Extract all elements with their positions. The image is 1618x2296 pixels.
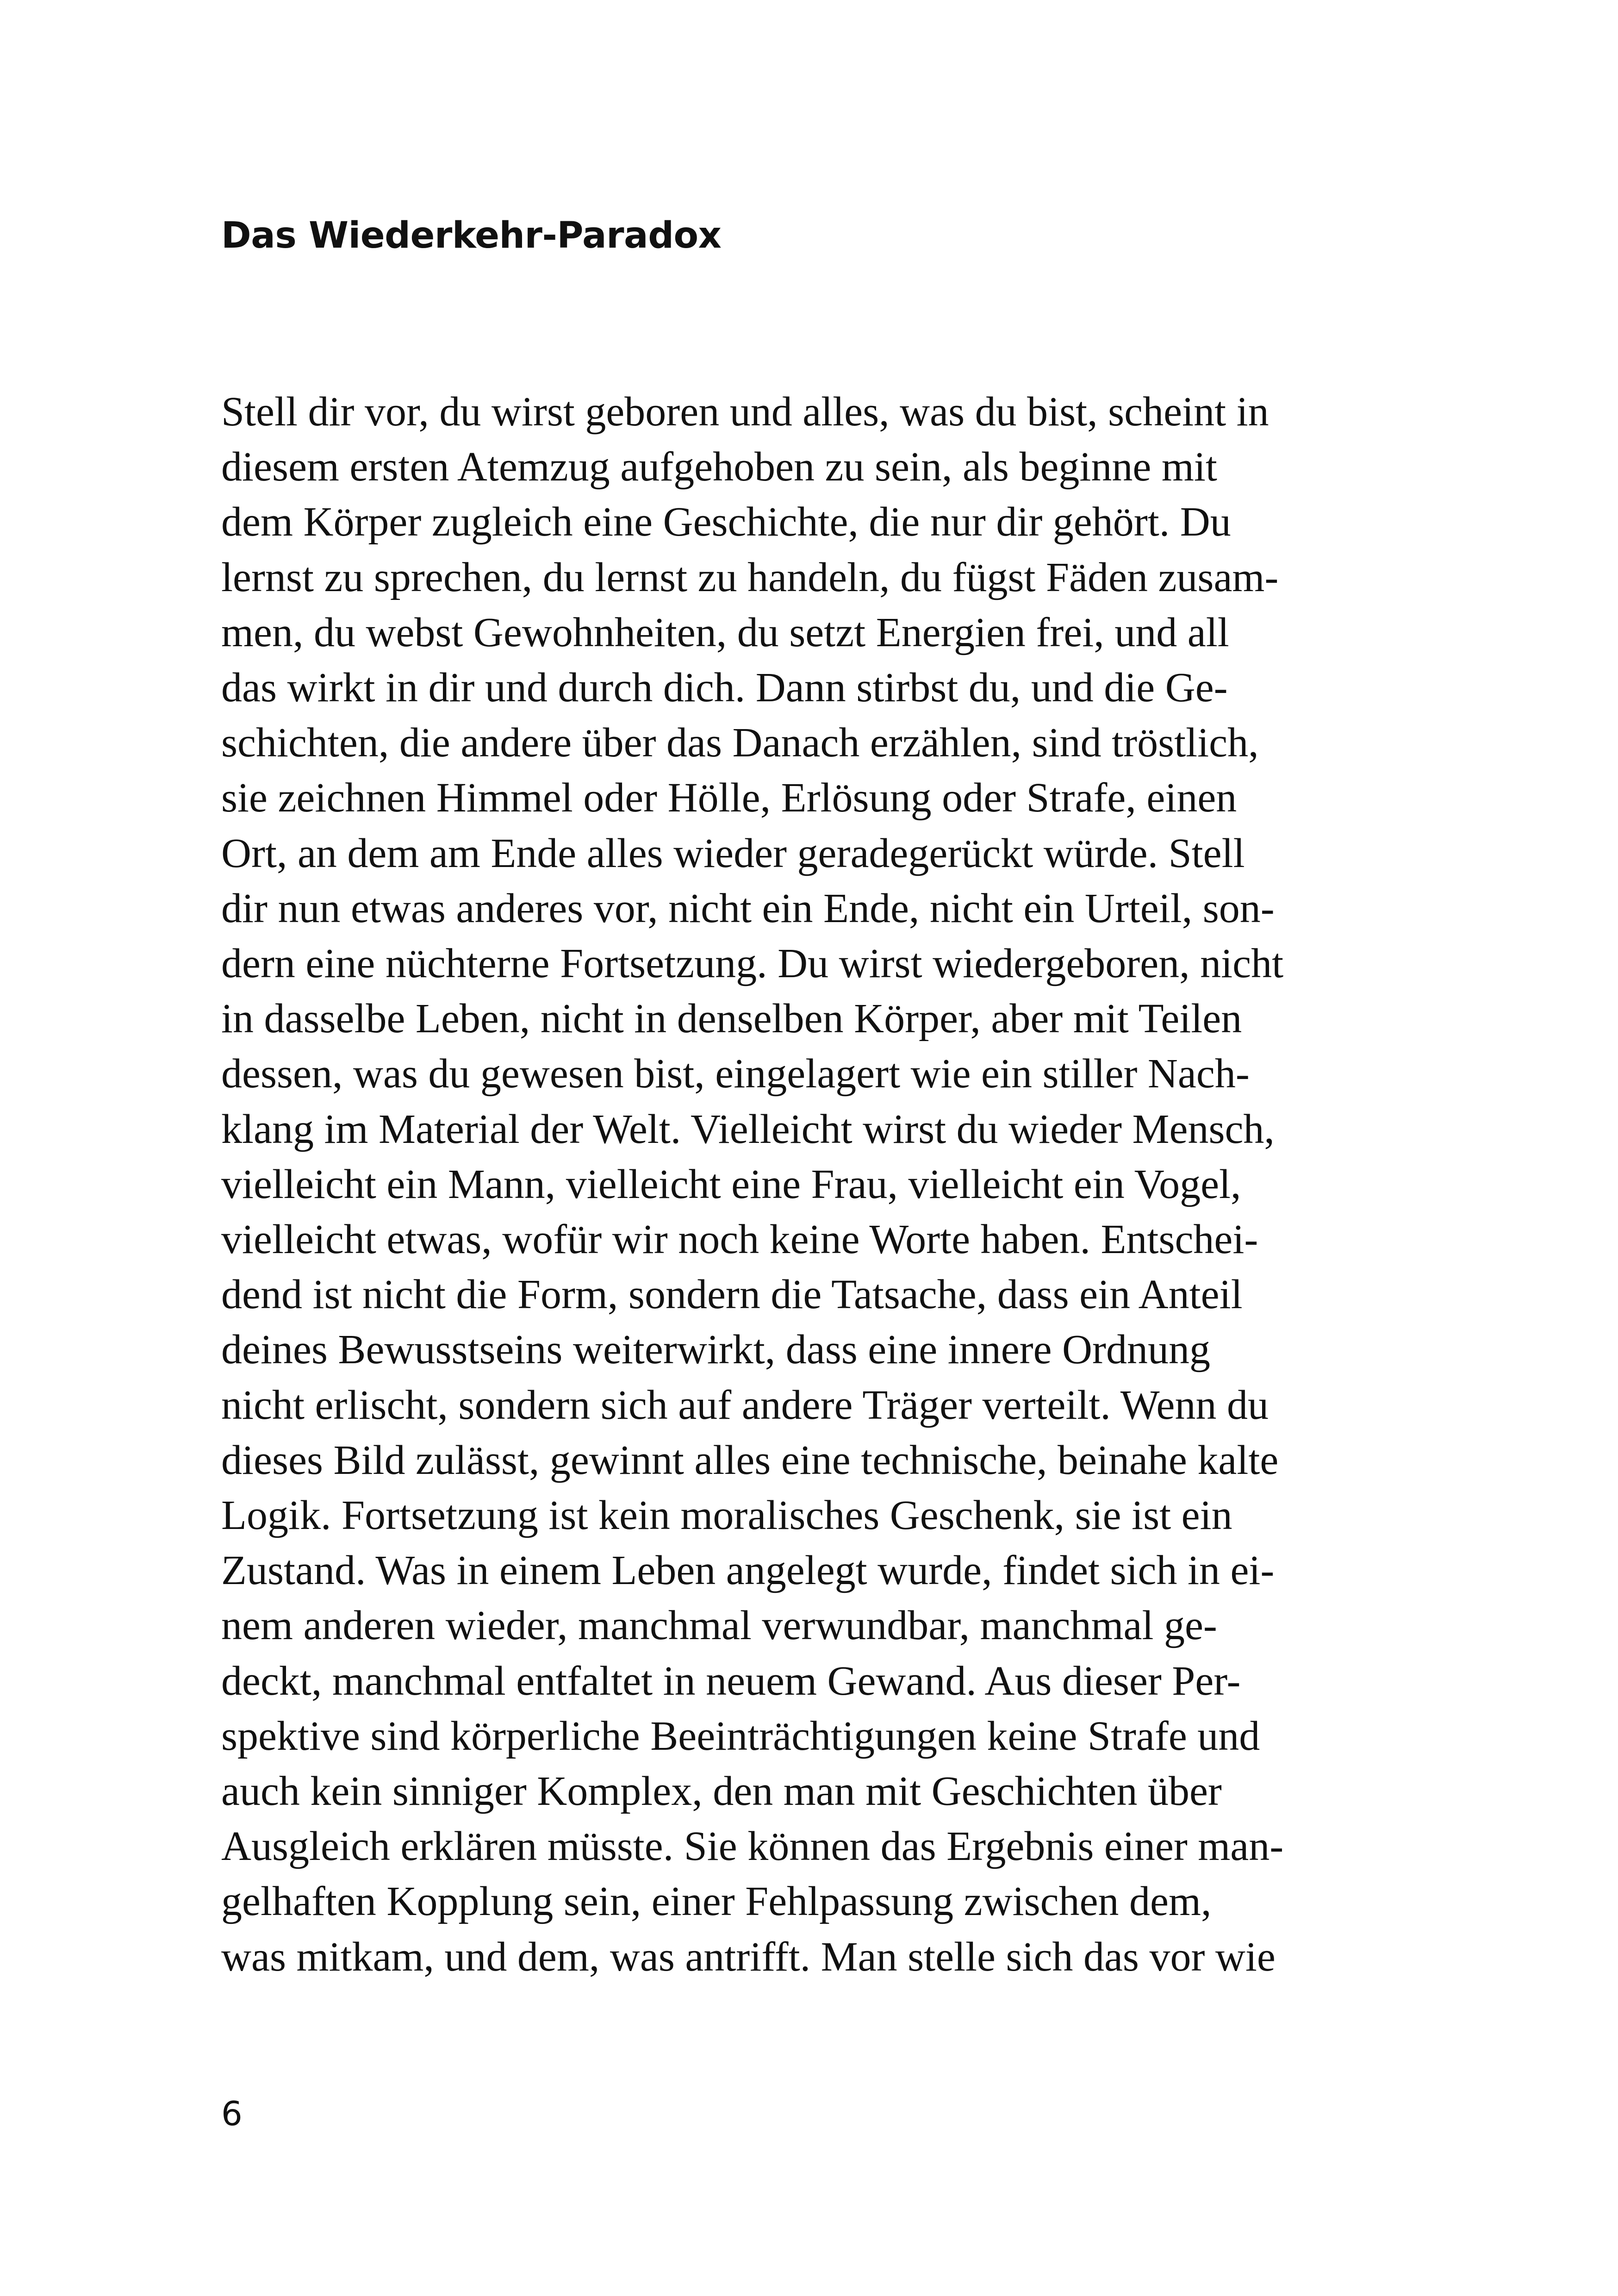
text-line: vielleicht etwas, wofür wir noch keine Worte haben. Entschei- [221,1217,1258,1263]
body-paragraph [221,384,1406,1984]
text-line: dend ist nicht die Form, sondern die Tatsache, dass ein Anteil [221,1272,1243,1318]
text-line: schichten, die andere über das Danach erzählen, sind tröstlich, [221,720,1259,766]
text-line: klang im Material der Welt. Vielleicht wirst du wieder Mensch, [221,1106,1275,1152]
text-line: dieses Bild zulässt, gewinnt alles eine technische, beinahe kalte [221,1437,1279,1483]
page-title: Das Wiederkehr-Paradox [221,215,722,256]
page-number: 6 [221,2094,243,2133]
text-line: das wirkt in dir und durch dich. Dann stirbst du, und die Ge- [221,665,1228,711]
text-line: gelhaften Kopplung sein, einer Fehlpassung zwischen dem, [221,1878,1212,1925]
text-line: in dasselbe Leben, nicht in denselben Körper, aber mit Teilen [221,996,1242,1042]
text-line: Logik. Fortsetzung ist kein moralisches Geschenk, sie ist ein [221,1492,1232,1539]
text-line: deckt, manchmal entfaltet in neuem Gewand. Aus dieser Per- [221,1658,1241,1704]
text-line: Ausgleich erklären müsste. Sie können das Ergebnis einer man- [221,1823,1284,1870]
text-line: Stell dir vor, du wirst geboren und alles, was du bist, scheint in [221,389,1269,435]
text-line: diesem ersten Atemzug aufgehoben zu sein, als beginne mit [221,444,1217,490]
text-line: vielleicht ein Mann, vielleicht eine Frau, vielleicht ein Vogel, [221,1161,1241,1207]
text-line: Ort, an dem am Ende alles wieder geradegerückt würde. Stell [221,830,1245,876]
text-line: dem Körper zugleich eine Geschichte, die nur dir gehört. Du [221,499,1231,545]
text-line: nicht erlischt, sondern sich auf andere Träger verteilt. Wenn du [221,1382,1269,1428]
text-line: sie zeichnen Himmel oder Hölle, Erlösung oder Strafe, einen [221,775,1237,821]
text-line: dern eine nüchterne Fortsetzung. Du wirst wiedergeboren, nicht [221,941,1284,987]
text-line: auch kein sinniger Komplex, den man mit Geschichten über [221,1768,1222,1815]
text-line: was mitkam, und dem, was antrifft. Man stelle sich das vor wie [221,1934,1276,1980]
text-line: men, du webst Gewohnheiten, du setzt Energien frei, und all [221,609,1229,655]
text-line: spektive sind körperliche Beeinträchtigungen keine Strafe und [221,1713,1260,1759]
text-line: Zustand. Was in einem Leben angelegt wurde, findet sich in ei- [221,1547,1275,1594]
text-line: nem anderen wieder, manchmal verwundbar, manchmal ge- [221,1603,1217,1649]
text-line: deines Bewusstseins weiterwirkt, dass eine innere Ordnung [221,1327,1211,1373]
text-line: dessen, was du gewesen bist, eingelagert wie ein stiller Nach- [221,1051,1250,1097]
text-line: lernst zu sprechen, du lernst zu handeln, du fügst Fäden zusam- [221,554,1279,600]
text-line: dir nun etwas anderes vor, nicht ein Ende, nicht ein Urteil, son- [221,885,1275,931]
